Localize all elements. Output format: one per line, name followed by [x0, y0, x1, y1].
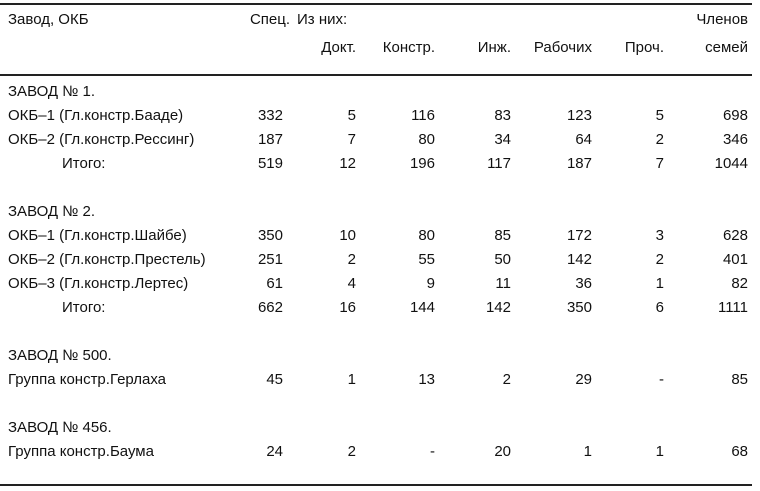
- row-name: Группа констр.Баума: [8, 443, 154, 460]
- cell-konstr: -: [430, 443, 435, 460]
- cell-family: 82: [731, 275, 748, 292]
- cell-dokt: 2: [347, 251, 356, 268]
- cell-konstr: 13: [418, 371, 435, 388]
- cell-proch: 3: [655, 227, 664, 244]
- cell-dokt: 12: [339, 155, 356, 172]
- cell-inzh: 2: [502, 371, 511, 388]
- cell-konstr: 80: [418, 227, 435, 244]
- cell-konstr: 144: [409, 299, 435, 316]
- header-of-them: Из них:: [297, 11, 348, 28]
- row-name: ОКБ–3 (Гл.констр.Лертес): [8, 275, 189, 292]
- cell-proch: 6: [655, 299, 664, 316]
- total-label: Итого:: [62, 155, 106, 172]
- cell-rab: 172: [566, 227, 592, 244]
- row-name: ОКБ–1 (Гл.констр.Шайбе): [8, 227, 187, 244]
- cell-dokt: 4: [347, 275, 356, 292]
- cell-dokt: 7: [347, 131, 356, 148]
- cell-konstr: 9: [426, 275, 435, 292]
- cell-dokt: 16: [339, 299, 356, 316]
- cell-proch: -: [659, 371, 664, 388]
- cell-spec: 519: [257, 155, 283, 172]
- header-spec: Спец.: [249, 11, 290, 28]
- cell-rab: 64: [575, 131, 592, 148]
- cell-inzh: 20: [494, 443, 511, 460]
- cell-proch: 7: [655, 155, 664, 172]
- header-rule: [0, 74, 752, 76]
- cell-inzh: 11: [495, 275, 511, 292]
- section-title: ЗАВОД № 500.: [8, 347, 112, 364]
- cell-proch: 1: [655, 275, 664, 292]
- cell-dokt: 1: [347, 371, 356, 388]
- top-rule: [0, 3, 752, 5]
- header-rabochih: Рабочих: [533, 39, 592, 56]
- header-dokt: Докт.: [321, 39, 356, 56]
- row-name: ОКБ–2 (Гл.констр.Рессинг): [8, 131, 195, 148]
- header-inzh: Инж.: [477, 39, 511, 56]
- cell-family: 401: [722, 251, 748, 268]
- row-name: ОКБ–2 (Гл.констр.Престель): [8, 251, 206, 268]
- cell-spec: 61: [266, 275, 283, 292]
- cell-family: 68: [731, 443, 748, 460]
- cell-spec: 332: [257, 107, 283, 124]
- cell-rab: 1: [583, 443, 592, 460]
- cell-family: 85: [731, 371, 748, 388]
- cell-spec: 187: [257, 131, 283, 148]
- cell-rab: 36: [575, 275, 592, 292]
- cell-rab: 187: [566, 155, 592, 172]
- cell-dokt: 2: [347, 443, 356, 460]
- cell-inzh: 117: [487, 155, 511, 172]
- cell-konstr: 116: [411, 107, 435, 124]
- cell-family: 346: [722, 131, 748, 148]
- cell-spec: 24: [266, 443, 283, 460]
- total-label: Итого:: [62, 299, 106, 316]
- cell-spec: 251: [257, 251, 283, 268]
- cell-family: 1044: [714, 155, 748, 172]
- cell-family: 698: [722, 107, 748, 124]
- row-name: Группа констр.Герлаха: [8, 371, 167, 388]
- header-name: Завод, ОКБ: [8, 11, 89, 28]
- section-title: ЗАВОД № 1.: [8, 83, 96, 100]
- cell-proch: 2: [655, 251, 664, 268]
- cell-rab: 142: [566, 251, 592, 268]
- cell-konstr: 196: [409, 155, 435, 172]
- header-family-line1: Членов: [696, 11, 748, 28]
- cell-dokt: 5: [347, 107, 356, 124]
- cell-spec: 350: [257, 227, 283, 244]
- cell-rab: 350: [566, 299, 592, 316]
- cell-inzh: 34: [494, 131, 511, 148]
- section-title: ЗАВОД № 456.: [8, 419, 112, 436]
- cell-proch: 1: [655, 443, 664, 460]
- section-title: ЗАВОД № 2.: [8, 203, 96, 220]
- header-family-line2: семей: [705, 39, 748, 56]
- bottom-rule: [0, 484, 752, 486]
- cell-konstr: 55: [418, 251, 435, 268]
- cell-proch: 2: [655, 131, 664, 148]
- cell-spec: 45: [266, 371, 283, 388]
- cell-spec: 662: [257, 299, 283, 316]
- header-proch: Проч.: [624, 39, 664, 56]
- header-konstr: Констр.: [382, 39, 435, 56]
- cell-proch: 5: [655, 107, 664, 124]
- cell-inzh: 142: [485, 299, 511, 316]
- row-name: ОКБ–1 (Гл.констр.Бааде): [8, 107, 184, 124]
- cell-inzh: 83: [494, 107, 511, 124]
- cell-konstr: 80: [418, 131, 435, 148]
- cell-inzh: 85: [494, 227, 511, 244]
- cell-rab: 29: [575, 371, 592, 388]
- cell-family: 628: [722, 227, 748, 244]
- cell-dokt: 10: [339, 227, 356, 244]
- cell-rab: 123: [566, 107, 592, 124]
- cell-inzh: 50: [494, 251, 511, 268]
- cell-family: 1111: [717, 299, 748, 316]
